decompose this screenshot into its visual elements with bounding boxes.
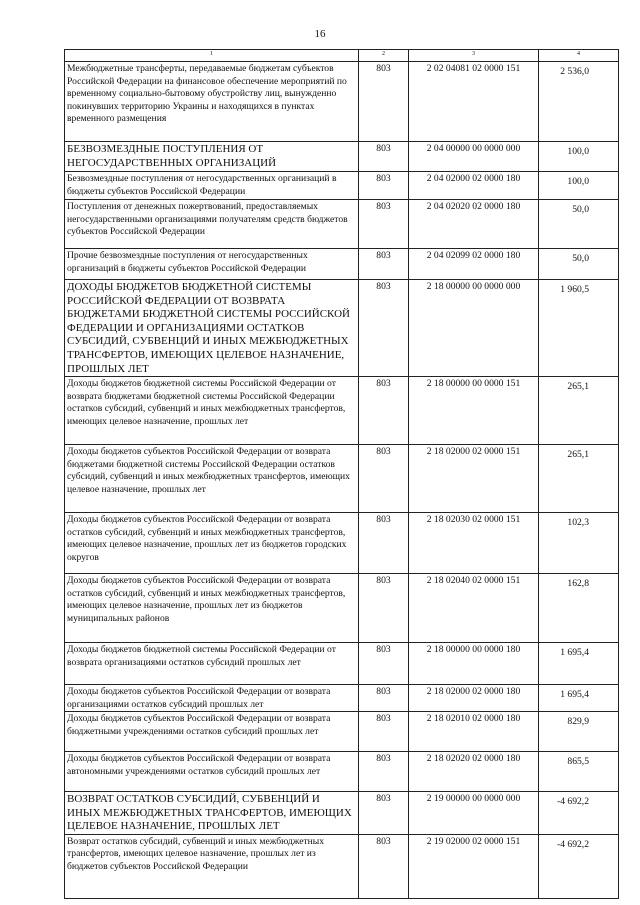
row-name-cell: Доходы бюджетов субъектов Российской Федерации от возврата остатков субсидий, субвенций и иных межбюджетных трансфертов, имеющих целевое назначение, прошлых лет из бюджетов городских округов: [65, 513, 359, 574]
row-budget-code-cell: 2 04 00000 00 0000 000: [409, 142, 539, 172]
row-budget-code-cell: 2 18 02000 02 0000 180: [409, 685, 539, 712]
table-row: [65, 62, 619, 142]
amount-value: 1 695,4: [560, 647, 589, 659]
header-col-4: 4: [539, 50, 619, 62]
row-budget-code-cell: 2 18 02010 02 0000 180: [409, 712, 539, 752]
table-row: [65, 752, 619, 792]
row-name-cell: Доходы бюджетов бюджетной системы Российской Федерации от возврата организациями остатков субсидий прошлых лет: [65, 643, 359, 685]
row-amount-cell: [539, 249, 619, 280]
amount-value: 2 536,0: [560, 66, 589, 77]
row-admin-code-cell: 803: [359, 643, 409, 685]
row-name-cell: БЕЗВОЗМЕЗДНЫЕ ПОСТУПЛЕНИЯ ОТ НЕГОСУДАРСТВЕННЫХ ОРГАНИЗАЦИЙ: [65, 142, 359, 172]
row-amount-cell: [539, 685, 619, 712]
amount-value: 100,0: [567, 176, 589, 187]
header-col-3: 3: [409, 50, 539, 62]
row-amount-cell: [539, 792, 619, 835]
amount-value: 102,3: [567, 517, 589, 529]
row-admin-code-cell: 803: [359, 712, 409, 752]
row-budget-code-cell: 2 04 02000 02 0000 180: [409, 172, 539, 200]
row-budget-code-cell: 2 18 00000 00 0000 180: [409, 643, 539, 685]
row-amount-cell: [539, 142, 619, 172]
amount-value: 1 695,4: [560, 689, 589, 701]
table-row: [65, 280, 619, 377]
row-budget-code-cell: 2 19 00000 00 0000 000: [409, 792, 539, 835]
row-budget-code-cell: 2 18 00000 00 0000 151: [409, 377, 539, 445]
amount-value: 100,0: [567, 146, 589, 157]
row-amount-cell: [539, 712, 619, 752]
table-row: [65, 574, 619, 643]
table-row: [65, 445, 619, 513]
amount-value: 265,1: [567, 381, 589, 393]
table-row: [65, 142, 619, 172]
row-name-cell: Доходы бюджетов субъектов Российской Федерации от возврата бюджетными учреждениями остатков субсидий прошлых лет: [65, 712, 359, 752]
row-budget-code-cell: 2 04 02020 02 0000 180: [409, 200, 539, 249]
row-amount-cell: [539, 172, 619, 200]
row-admin-code-cell: 803: [359, 172, 409, 200]
amount-value: -4 692,2: [557, 838, 589, 850]
row-amount-cell: [539, 643, 619, 685]
row-amount-cell: [539, 62, 619, 142]
amount-value: 162,8: [567, 578, 589, 590]
amount-value: 865,5: [567, 756, 589, 768]
row-budget-code-cell: 2 18 02000 02 0000 151: [409, 445, 539, 513]
amount-value: 50,0: [572, 204, 589, 215]
row-budget-code-cell: 2 04 02099 02 0000 180: [409, 249, 539, 280]
row-admin-code-cell: 803: [359, 445, 409, 513]
amount-value: -4 692,2: [557, 796, 589, 808]
row-budget-code-cell: 2 18 02020 02 0000 180: [409, 752, 539, 792]
row-admin-code-cell: 803: [359, 792, 409, 835]
amount-value: 50,0: [572, 253, 589, 264]
row-admin-code-cell: 803: [359, 513, 409, 574]
table-row: [65, 712, 619, 752]
row-amount-cell: [539, 200, 619, 249]
header-col-1: 1: [65, 50, 359, 62]
budget-revenue-table: [64, 49, 619, 899]
row-amount-cell: [539, 752, 619, 792]
row-name-cell: Доходы бюджетов субъектов Российской Федерации от возврата бюджетами бюджетной системы Российской Федерации остатков субсидий, субвенций и иных межбюджетных трансфертов, имеющих целевое назначение, прошлых лет: [65, 445, 359, 513]
row-name-cell: Межбюджетные трансферты, передаваемые бюджетам субъектов Российской Федерации на финансовое обеспечение мероприятий по временному социально-бытовому обустройству лиц, вынужденно покинувших территорию Украины и находящихся в пунктах временного размещения: [65, 62, 359, 142]
table-row: [65, 513, 619, 574]
row-budget-code-cell: 2 19 02000 02 0000 151: [409, 834, 539, 898]
row-amount-cell: [539, 445, 619, 513]
row-amount-cell: [539, 280, 619, 377]
row-name-cell: ДОХОДЫ БЮДЖЕТОВ БЮДЖЕТНОЙ СИСТЕМЫ РОССИЙСКОЙ ФЕДЕРАЦИИ ОТ ВОЗВРАТА БЮДЖЕТАМИ БЮДЖЕТНОЙ СИСТЕМЫ РОССИЙСКОЙ ФЕДЕРАЦИИ И ОРГАНИЗАЦИЯМИ ОСТАТКОВ СУБСИДИЙ, СУБВЕНЦИЙ И ИНЫХ МЕЖБЮДЖЕТНЫХ ТРАНСФЕРТОВ, ИМЕЮЩИХ ЦЕЛЕВОЕ НАЗНАЧЕНИЕ, ПРОШЛЫХ ЛЕТ: [65, 280, 359, 377]
row-admin-code-cell: 803: [359, 377, 409, 445]
table-row: [65, 792, 619, 835]
table-row: [65, 249, 619, 280]
row-admin-code-cell: 803: [359, 249, 409, 280]
row-budget-code-cell: 2 18 02040 02 0000 151: [409, 574, 539, 643]
amount-value: 265,1: [567, 449, 589, 461]
row-name-cell: Возврат остатков субсидий, субвенций и иных межбюджетных трансфертов, имеющих целевое назначение, прошлых лет из бюджетов субъектов Российской Федерации: [65, 834, 359, 898]
row-admin-code-cell: 803: [359, 200, 409, 249]
table-row: [65, 643, 619, 685]
row-name-cell: Доходы бюджетов бюджетной системы Российской Федерации от возврата бюджетами бюджетной системы Российской Федерации остатков субсидий, субвенций и иных межбюджетных трансфертов, имеющих целевое назначение, прошлых лет: [65, 377, 359, 445]
row-admin-code-cell: 803: [359, 685, 409, 712]
row-name-cell: Доходы бюджетов субъектов Российской Федерации от возврата организациями остатков субсидий прошлых лет: [65, 685, 359, 712]
row-name-cell: ВОЗВРАТ ОСТАТКОВ СУБСИДИЙ, СУБВЕНЦИЙ И ИНЫХ МЕЖБЮДЖЕТНЫХ ТРАНСФЕРТОВ, ИМЕЮЩИХ ЦЕЛЕВОЕ НАЗНАЧЕНИЕ, ПРОШЛЫХ ЛЕТ: [65, 792, 359, 835]
row-name-cell: Поступления от денежных пожертвований, предоставляемых негосударственными организациями получателям средств бюджетов субъектов Российской Федерации: [65, 200, 359, 249]
table-header-row: [65, 50, 619, 62]
row-admin-code-cell: 803: [359, 280, 409, 377]
header-col-2: 2: [359, 50, 409, 62]
table-row: [65, 200, 619, 249]
table-row: [65, 685, 619, 712]
row-amount-cell: [539, 513, 619, 574]
row-admin-code-cell: 803: [359, 834, 409, 898]
row-amount-cell: [539, 377, 619, 445]
amount-value: 1 960,5: [560, 284, 589, 295]
row-name-cell: Доходы бюджетов субъектов Российской Федерации от возврата остатков субсидий, субвенций и иных межбюджетных трансфертов, имеющих целевое назначение, прошлых лет из бюджетов муниципальных районов: [65, 574, 359, 643]
page-number: 16: [314, 28, 326, 40]
row-budget-code-cell: 2 18 00000 00 0000 000: [409, 280, 539, 377]
row-budget-code-cell: 2 18 02030 02 0000 151: [409, 513, 539, 574]
row-name-cell: Безвозмездные поступления от негосударственных организаций в бюджеты субъектов Российской Федерации: [65, 172, 359, 200]
table-row: [65, 172, 619, 200]
row-admin-code-cell: 803: [359, 752, 409, 792]
table-row: [65, 834, 619, 898]
table-row: [65, 377, 619, 445]
row-budget-code-cell: 2 02 04081 02 0000 151: [409, 62, 539, 142]
row-name-cell: Доходы бюджетов субъектов Российской Федерации от возврата автономными учреждениями остатков субсидий прошлых лет: [65, 752, 359, 792]
row-admin-code-cell: 803: [359, 574, 409, 643]
amount-value: 829,9: [567, 716, 589, 728]
row-admin-code-cell: 803: [359, 62, 409, 142]
row-amount-cell: [539, 574, 619, 643]
row-amount-cell: [539, 834, 619, 898]
row-admin-code-cell: 803: [359, 142, 409, 172]
row-name-cell: Прочие безвозмездные поступления от негосударственных организаций в бюджеты субъектов Российской Федерации: [65, 249, 359, 280]
